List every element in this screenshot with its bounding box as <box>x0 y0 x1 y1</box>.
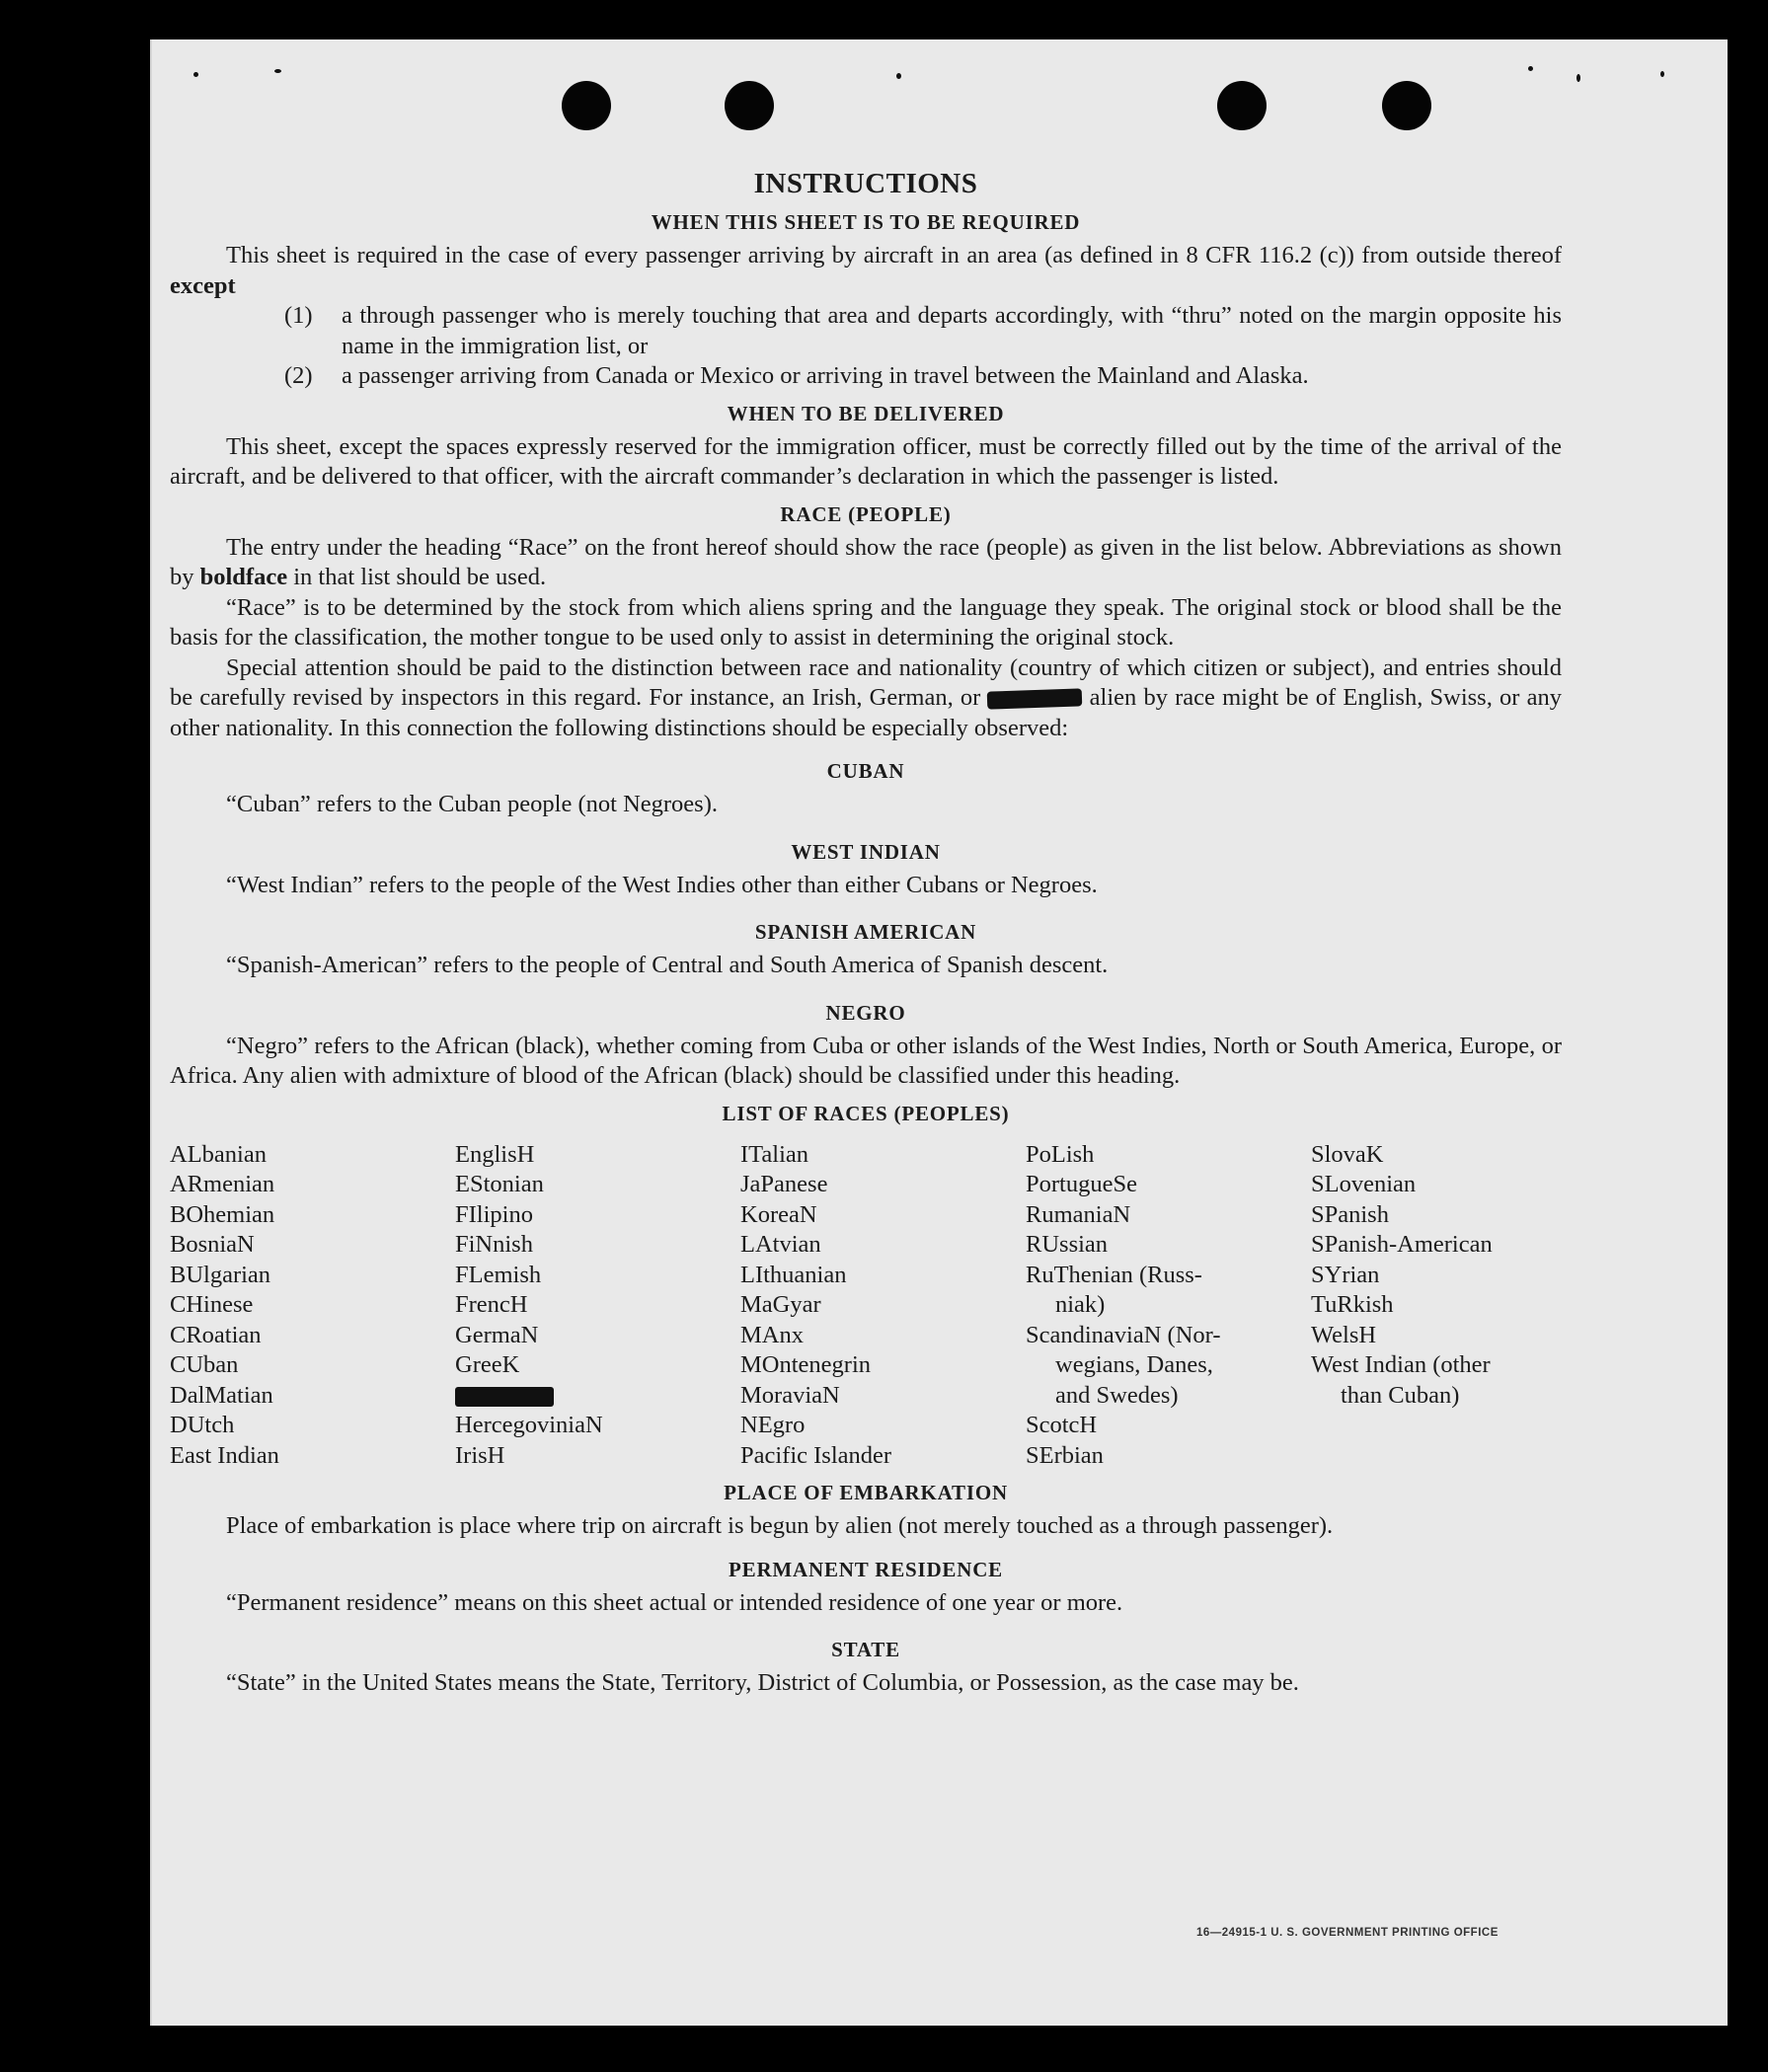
race-entry: RumaniaN <box>1026 1200 1131 1228</box>
paragraph: This sheet is required in the case of every passenger arriving by aircraft in an area (as defined in 8 CFR 116.2 (c)) from outside thereof except <box>170 242 1562 299</box>
race-entry: and Swedes) <box>1055 1381 1179 1409</box>
paragraph: Place of embarkation is place where trip on aircraft is begun by alien (not merely touched as a through passenger). <box>226 1512 1334 1539</box>
race-entry: SPanish-American <box>1311 1231 1493 1258</box>
race-entry: RuThenian (Russ- <box>1026 1261 1202 1288</box>
race-entry: GreeK <box>455 1351 520 1378</box>
race-entry: NEgro <box>740 1412 806 1438</box>
race-entry: GermaN <box>455 1321 539 1348</box>
race-entry: SErbian <box>1026 1441 1104 1469</box>
list-item: (2) a passenger arriving from Canada or Mexico or arriving in travel between the Mainland and Alaska. <box>284 362 1309 389</box>
section-heading: SPANISH AMERICAN <box>754 920 977 944</box>
race-entry: JaPanese <box>740 1171 828 1197</box>
race-entry: FrencH <box>455 1291 528 1318</box>
section-heading: STATE <box>831 1638 900 1661</box>
race-entry: KoreaN <box>740 1200 817 1228</box>
speck <box>1528 66 1533 71</box>
race-entry: EStonian <box>455 1171 544 1197</box>
race-entry: ITalian <box>740 1140 809 1168</box>
race-entry: FIlipino <box>455 1200 533 1228</box>
race-entry: MAnx <box>740 1321 804 1348</box>
race-entry: HercegoviniaN <box>455 1412 603 1438</box>
race-list <box>170 1140 1562 1472</box>
race-column <box>1311 1140 1596 1472</box>
speck <box>896 73 901 79</box>
section-heading: RACE (PEOPLE) <box>780 501 952 526</box>
speck <box>193 72 198 77</box>
paragraph: “West Indian” refers to the people of the West Indies other than either Cubans or Negroes. <box>226 871 1098 898</box>
punch-hole <box>725 81 774 130</box>
race-entry: TuRkish <box>1311 1291 1394 1318</box>
race-entry: niak) <box>1055 1291 1106 1318</box>
race-entry: CUban <box>170 1351 239 1378</box>
document-page <box>150 39 1728 2026</box>
race-entry: DalMatian <box>170 1381 273 1409</box>
race-entry: MoraviaN <box>740 1381 840 1409</box>
redaction-mark <box>987 689 1083 710</box>
paragraph: “Race” is to be determined by the stock from which aliens spring and the language they speak. The original stock or blood shall be the basis for the classification, the mother tongue to be used only to assist in determining the original stock. <box>170 593 1562 651</box>
race-entry: SLovenian <box>1311 1171 1417 1197</box>
race-entry: ScotcH <box>1026 1412 1098 1438</box>
list-item: (1) a through passenger who is merely touching that area and departs accordingly, with “thru” noted on the margin opposite his name in the immigration list, or <box>284 302 1562 359</box>
race-column <box>740 1140 1026 1472</box>
punch-hole <box>1217 81 1267 130</box>
race-entry: BUlgarian <box>170 1261 271 1288</box>
paragraph: The entry under the heading “Race” on the front hereof should show the race (people) as given in the list below. Abbreviations as shown by boldface in that list should be used. <box>170 533 1562 590</box>
race-entry: IrisH <box>455 1441 505 1469</box>
section-heading: NEGRO <box>825 1000 906 1025</box>
speck <box>1660 71 1664 77</box>
race-entry: East Indian <box>170 1441 279 1469</box>
race-entry: BOhemian <box>170 1200 275 1228</box>
document-body <box>170 168 1562 1699</box>
race-entry: MaGyar <box>740 1291 821 1318</box>
race-entry: SPanish <box>1311 1200 1389 1228</box>
section-heading: LIST OF RACES (PEOPLES) <box>722 1101 1010 1125</box>
race-column <box>170 1140 455 1472</box>
section-heading: CUBAN <box>826 759 905 783</box>
race-entry: LIthuanian <box>740 1261 847 1288</box>
race-entry: BosniaN <box>170 1231 255 1258</box>
race-entry: MOntenegrin <box>740 1351 871 1378</box>
race-entry: CRoatian <box>170 1321 262 1348</box>
race-entry: CHinese <box>170 1291 254 1318</box>
race-entry-redacted <box>455 1381 740 1412</box>
speck <box>274 69 281 73</box>
printer-imprint: 16—24915-1 U. S. GOVERNMENT PRINTING OFFICE <box>1196 1927 1499 1939</box>
paragraph: “Cuban” refers to the Cuban people (not Negroes). <box>226 791 718 817</box>
race-entry: PoLish <box>1026 1140 1095 1168</box>
race-entry: SlovaK <box>1311 1140 1384 1168</box>
race-entry: FLemish <box>455 1261 542 1288</box>
section-heading: PERMANENT RESIDENCE <box>729 1557 1003 1581</box>
punch-hole <box>562 81 611 130</box>
race-entry: LAtvian <box>740 1231 821 1258</box>
race-entry: FiNnish <box>455 1231 533 1258</box>
race-entry: wegians, Danes, <box>1055 1351 1213 1378</box>
paragraph: This sheet, except the spaces expressly reserved for the immigration officer, must be correctly filled out by the time of the arrival of the aircraft, and be delivered to that officer, with the aircraft commander’s declaration in which the passenger is listed. <box>170 432 1562 490</box>
race-entry: PortugueSe <box>1026 1171 1137 1197</box>
race-entry: EnglisH <box>455 1140 535 1168</box>
page-title: INSTRUCTIONS <box>753 168 978 199</box>
paragraph: “Negro” refers to the African (black), whether coming from Cuba or other islands of the West Indies, North or South America, Europe, or Africa. Any alien with admixture of blood of the African (black) should be classified under this heading. <box>170 1032 1562 1089</box>
section-heading: PLACE OF EMBARKATION <box>724 1481 1008 1504</box>
section-heading: WHEN TO BE DELIVERED <box>727 401 1005 425</box>
paragraph: Special attention should be paid to the distinction between race and nationality (country of which citizen or subject), and entries should be carefully revised by inspectors in this regard. For instance, an Irish, German, or alien by race might be of English, Swiss, or any other nationality. In this connection the following distinctions should be especially observed: <box>170 653 1562 741</box>
race-entry: WelsH <box>1311 1321 1377 1348</box>
punch-hole <box>1382 81 1431 130</box>
race-entry: West Indian (other <box>1311 1351 1491 1378</box>
race-entry: ALbanian <box>170 1140 267 1168</box>
race-entry: DUtch <box>170 1412 235 1438</box>
section-heading: WHEN THIS SHEET IS TO BE REQUIRED <box>651 210 1081 234</box>
race-entry: than Cuban) <box>1341 1381 1460 1409</box>
paragraph: “Permanent residence” means on this sheet actual or intended residence of one year or more. <box>226 1588 1123 1616</box>
paragraph: “Spanish-American” refers to the people of Central and South America of Spanish descent. <box>226 952 1109 978</box>
race-entry: Pacific Islander <box>740 1441 892 1469</box>
speck <box>1576 74 1580 82</box>
race-entry: ScandinaviaN (Nor- <box>1026 1321 1221 1348</box>
race-column <box>455 1140 740 1472</box>
section-heading: WEST INDIAN <box>791 839 941 864</box>
race-entry: SYrian <box>1311 1261 1380 1288</box>
race-entry: ARmenian <box>170 1171 275 1197</box>
paragraph: “State” in the United States means the State, Territory, District of Columbia, or Possession, as the case may be. <box>226 1669 1299 1696</box>
race-column <box>1026 1140 1311 1472</box>
race-entry: RUssian <box>1026 1231 1109 1258</box>
